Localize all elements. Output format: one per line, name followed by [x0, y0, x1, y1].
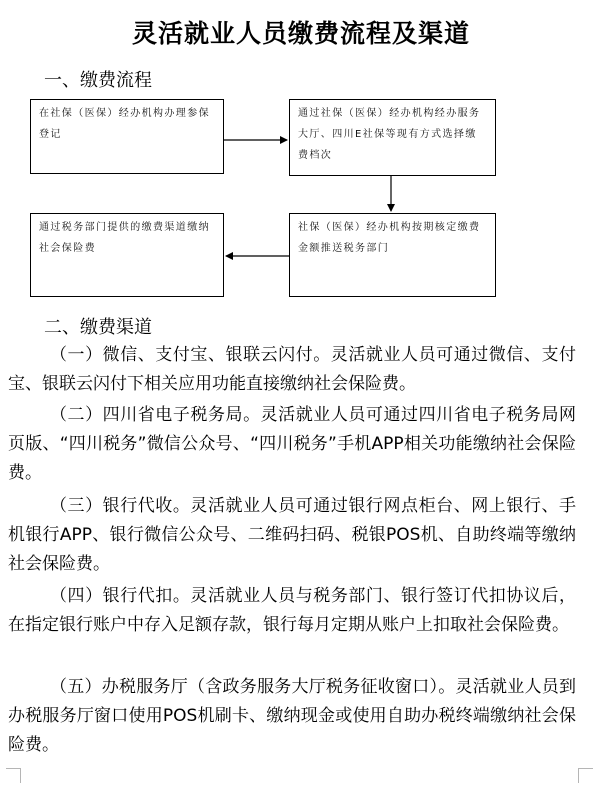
- channel-paragraph-4: （四）银行代扣。灵活就业人员与税务部门、银行签订代扣协议后，在指定银行账户中存入足额存款，银行每月定期从账户上扣取社会保险费。: [8, 586, 576, 635]
- flow-step-2: [289, 99, 496, 176]
- page-corner-mark-left: [6, 768, 21, 783]
- flow-step-2-text: 通过社保（医保）经办机构经办服务大厅、四川E社保等现有方式选择缴费档次: [298, 108, 481, 161]
- flow-step-4-text: 通过税务部门提供的缴费渠道缴纳社会保险费: [39, 222, 210, 254]
- channel-paragraph-3: （三）银行代收。灵活就业人员可通过银行网点柜台、网上银行、手机银行APP、银行微信公众号、二维码扫码、税银POS机、自助终端等缴纳社会保险费。: [8, 496, 576, 574]
- channel-paragraph-1: （一）微信、支付宝、银联云闪付。灵活就业人员可通过微信、支付宝、银联云闪付下相关应用功能直接缴纳社会保险费。: [8, 345, 576, 394]
- channel-paragraph-5: （五）办税服务厅（含政务服务大厅税务征收窗口）。灵活就业人员到办税服务厅窗口使用POS机刷卡、缴纳现金或使用自助办税终端缴纳社会保险费。: [8, 677, 576, 755]
- flow-step-1: [30, 99, 224, 174]
- channel-paragraph-2: （二）四川省电子税务局。灵活就业人员可通过四川省电子税务局网页版、“四川税务”微信公众号、“四川税务”手机APP相关功能缴纳社会保险费。: [8, 405, 576, 483]
- page-corner-mark-right: [578, 768, 593, 783]
- flow-step-1-text: 在社保（医保）经办机构办理参保登记: [39, 108, 210, 140]
- flow-step-4: [30, 213, 224, 297]
- flow-step-3: [289, 213, 496, 297]
- flow-step-3-text: 社保（医保）经办机构按期核定缴费金额推送税务部门: [298, 222, 481, 254]
- section-heading-process: 一、缴费流程: [44, 70, 152, 91]
- page-title: 灵活就业人员缴费流程及渠道: [131, 19, 470, 48]
- section-heading-channels: 二、缴费渠道: [44, 317, 152, 338]
